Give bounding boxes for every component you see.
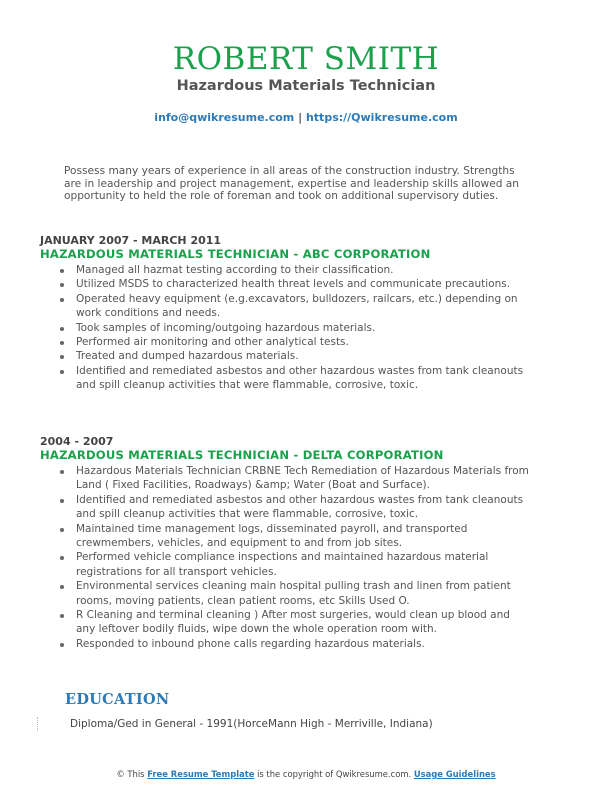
contact-separator: |: [294, 111, 306, 124]
job-bullet-list: [40, 263, 540, 393]
education-divider: [37, 717, 42, 731]
website-link[interactable]: https://Qwikresume.com: [305, 111, 458, 124]
list-item: Utilized MSDS to characterized health threat levels and communicate precautions.: [76, 277, 540, 291]
footer-prefix: © This: [116, 769, 148, 779]
list-item: Performed air monitoring and other analytical tests.: [76, 335, 540, 349]
list-item: Managed all hazmat testing according to their classification.: [76, 263, 540, 277]
contact-line: [0, 110, 612, 126]
email-link[interactable]: info@qwikresume.com: [154, 111, 295, 124]
education-heading: EDUCATION: [65, 691, 170, 708]
list-item: Performed vehicle compliance inspections and maintained hazardous material registrations for all transport vehicles.: [76, 550, 540, 579]
job-role-title: Hazardous Materials Technician: [176, 78, 436, 94]
list-item: Identified and remediated asbestos and other hazardous wastes from tank cleanouts and spill cleanup activities that were flammable, corrosive, toxic.: [76, 364, 540, 393]
job-dates: JANUARY 2007 - MARCH 2011: [40, 234, 222, 247]
candidate-name: ROBERT SMITH: [172, 41, 440, 77]
list-item: Treated and dumped hazardous materials.: [76, 349, 540, 363]
copyright-footer: [0, 768, 612, 780]
footer-middle: is the copyright of Qwikresume.com.: [254, 769, 414, 779]
job-dates: 2004 - 2007: [40, 435, 114, 448]
list-item: Took samples of incoming/outgoing hazardous materials.: [76, 321, 540, 335]
list-item: Maintained time management logs, disseminated payroll, and transported crewmembers, vehicles, and equipment to and from job sites.: [76, 522, 540, 551]
education-entry: Diploma/Ged in General - 1991(HorceMann High - Merriville, Indiana): [70, 718, 433, 730]
job-title: HAZARDOUS MATERIALS TECHNICIAN - DELTA CORPORATION: [40, 448, 444, 462]
list-item: Operated heavy equipment (e.g.excavators, bulldozers, railcars, etc.) depending on work conditions and needs.: [76, 292, 540, 321]
job-title: HAZARDOUS MATERIALS TECHNICIAN - ABC CORPORATION: [40, 247, 431, 261]
summary-paragraph: Possess many years of experience in all areas of the construction industry. Strengths are in leadership and project management, expertise and leadership skills allowed an opportunity to held the role of foreman and took on additional supervisory duties.: [64, 165, 520, 203]
job-entry-delta: [40, 435, 540, 651]
free-resume-template-link[interactable]: Free Resume Template: [147, 769, 255, 779]
list-item: Hazardous Materials Technician CRBNE Tech Remediation of Hazardous Materials from Land ( Fixed Facilities, Roadways) &amp; Water (Boat and Surface).: [76, 464, 540, 493]
list-item: Environmental services cleaning main hospital pulling trash and linen from patient rooms, moving patients, clean patient rooms, etc Skills Used O.: [76, 579, 540, 608]
list-item: R Cleaning and terminal cleaning ) After most surgeries, would clean up blood and any leftover bodily fluids, wipe down the whole operation room with.: [76, 608, 540, 637]
list-item: Responded to inbound phone calls regarding hazardous materials.: [76, 637, 540, 651]
list-item: Identified and remediated asbestos and other hazardous wastes from tank cleanouts and spill cleanup activities that were flammable, corrosive, toxic.: [76, 493, 540, 522]
job-entry-abc: [40, 234, 540, 393]
job-bullet-list: [40, 464, 540, 651]
usage-guidelines-link[interactable]: Usage Guidelines: [413, 769, 496, 779]
